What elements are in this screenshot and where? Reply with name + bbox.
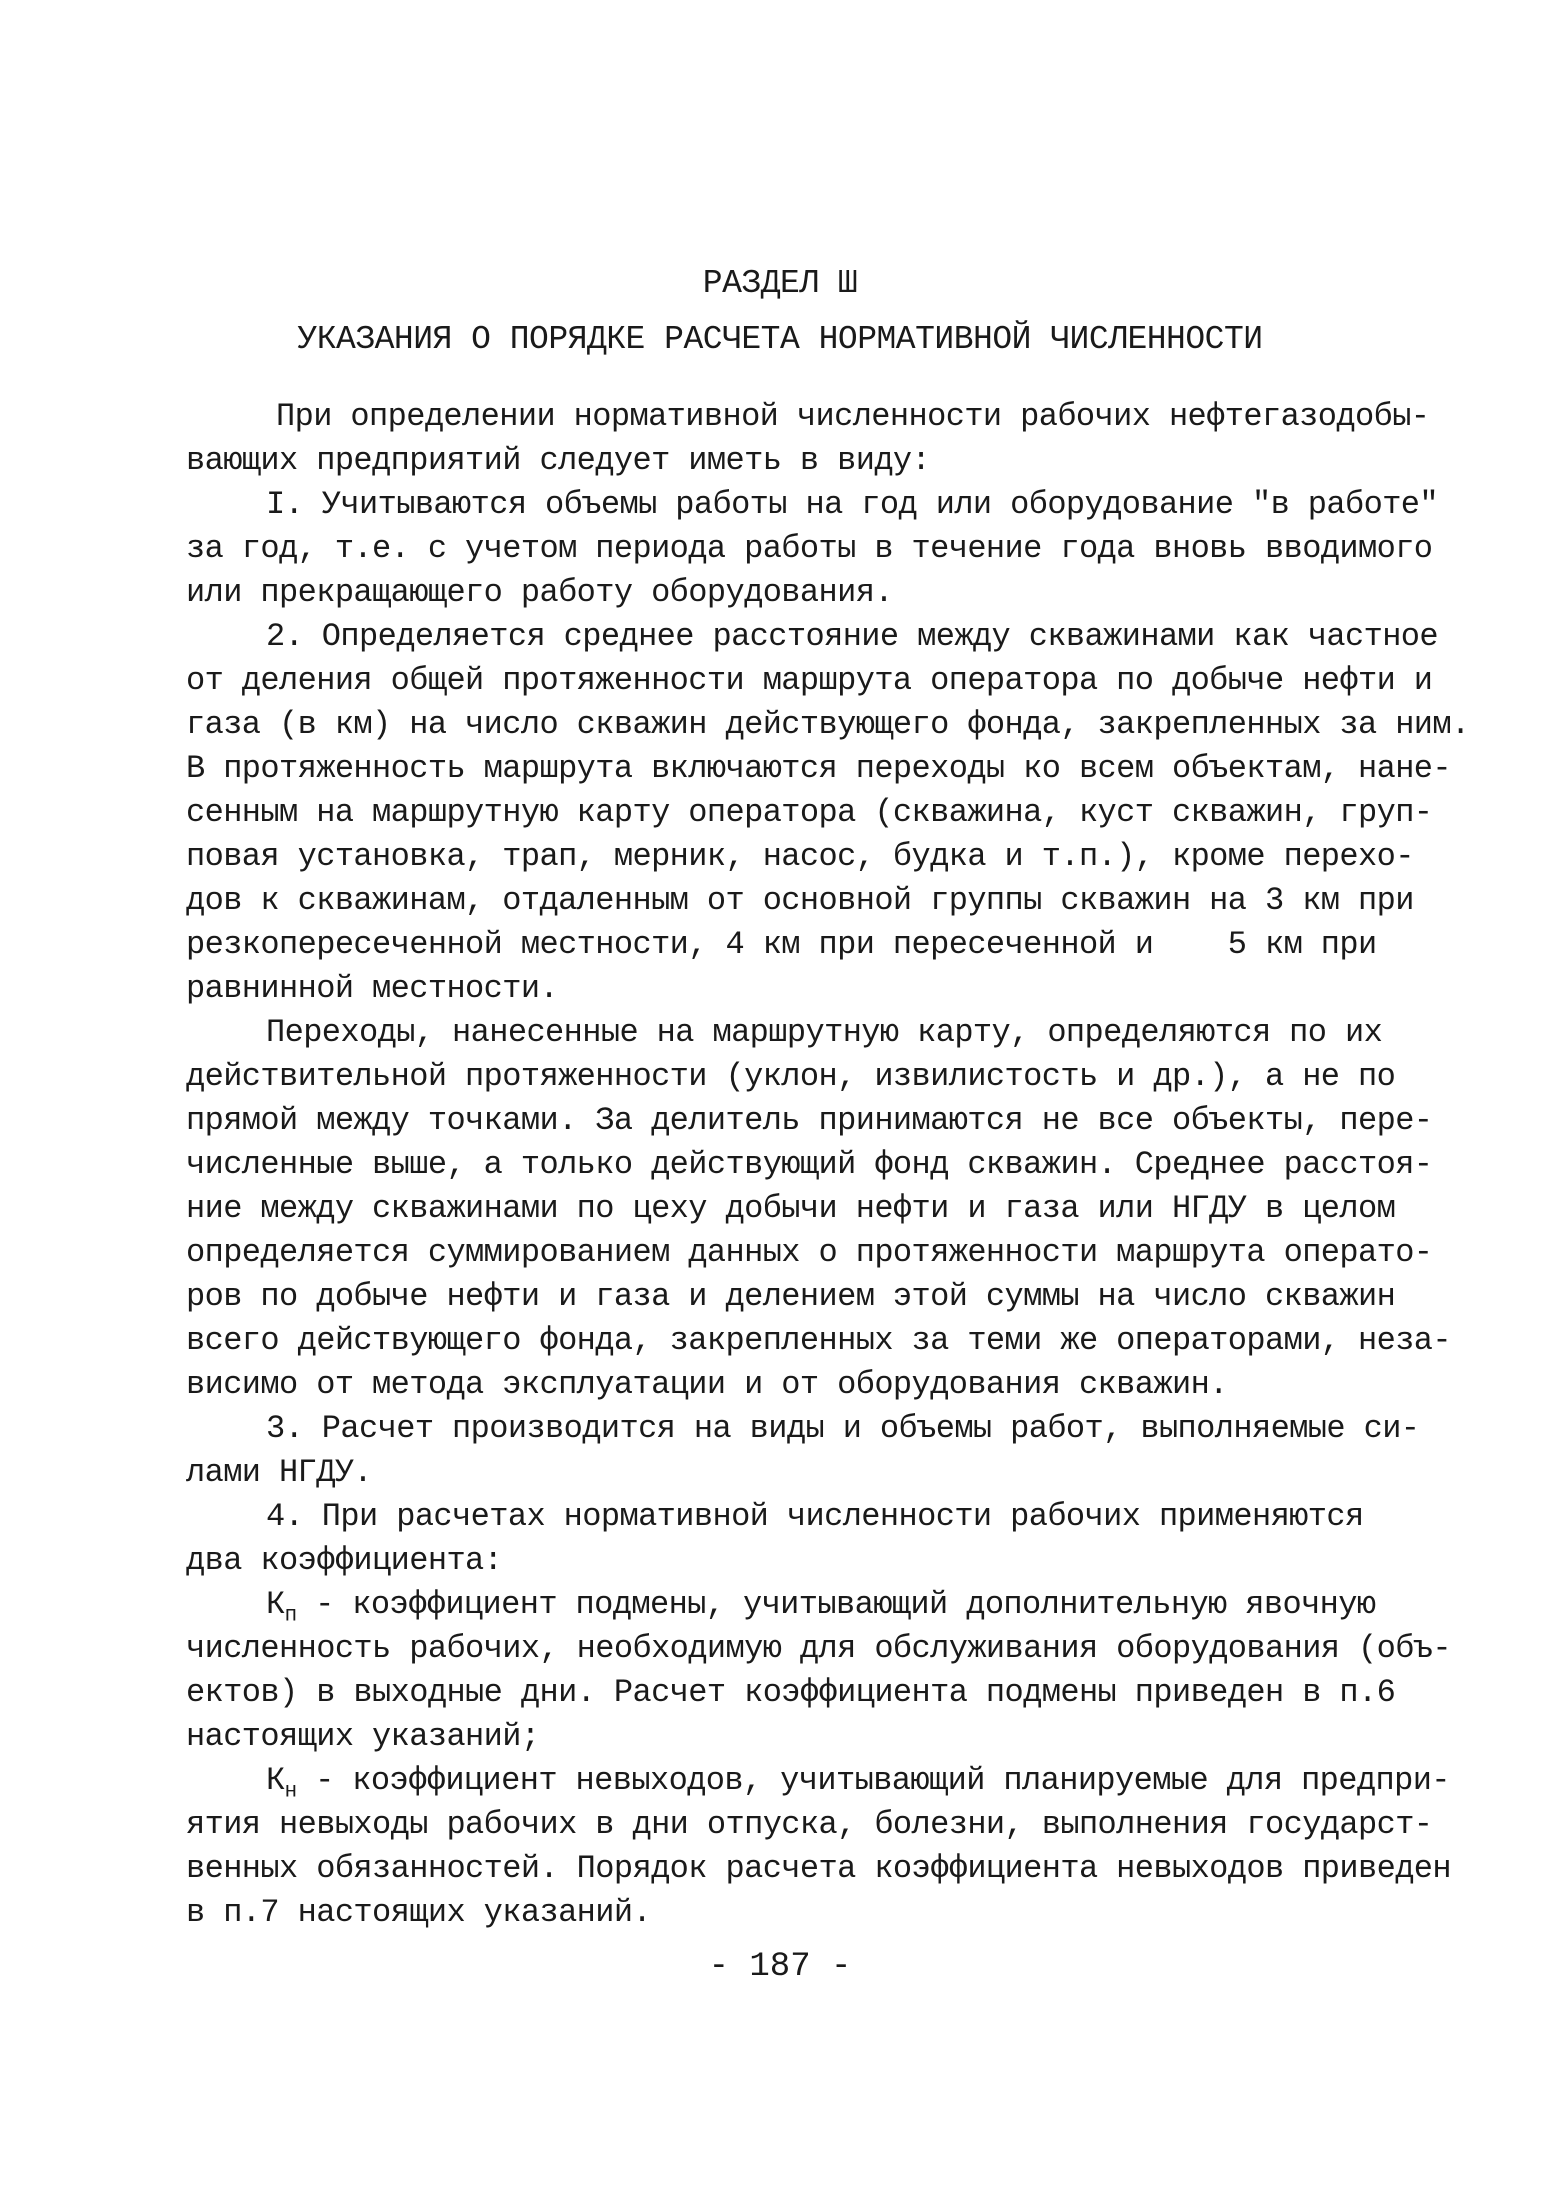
- text-line: [186, 1319, 1452, 1363]
- text-line: [186, 1099, 1433, 1143]
- text-line: [186, 1055, 1426, 1099]
- text-line: [186, 1847, 1452, 1891]
- text-line: [186, 1495, 1426, 1539]
- text-line: [186, 659, 1433, 703]
- line-text: дов к скважинам, отдаленным от основной группы скважин на 3 км при: [186, 882, 1414, 919]
- coefficient-subscript: п: [284, 1604, 297, 1628]
- text-line: [186, 1583, 1426, 1627]
- text-line: [186, 1363, 1426, 1407]
- coefficient-symbol: К: [266, 1762, 285, 1799]
- text-line: [186, 923, 1426, 967]
- section-title: РАЗДЕЛ Ш: [702, 265, 858, 302]
- line-text: всего действующего фонда, закрепленных за теми же операторами, неза-: [186, 1322, 1452, 1359]
- text-line: [186, 835, 1426, 879]
- line-text: численность рабочих, необходимую для обслуживания оборудования (объ-: [186, 1630, 1452, 1667]
- line-text: I. Учитываются объемы работы на год или оборудование "в работе": [266, 486, 1438, 523]
- line-text: действительной протяженности (уклон, извилистость и др.), а не по: [186, 1058, 1396, 1095]
- text-line: [186, 747, 1452, 791]
- text-line: [186, 791, 1433, 835]
- text-line: [186, 1275, 1426, 1319]
- line-text: ектов) в выходные дни. Расчет коэффициента подмены приведен в п.6: [186, 1674, 1396, 1711]
- line-text: - коэффициент невыходов, учитывающий планируемые для предпри-: [296, 1762, 1450, 1799]
- line-text: Переходы, нанесенные на маршрутную карту, определяются по их: [266, 1014, 1383, 1051]
- text-line: [186, 1759, 1450, 1804]
- text-line: [186, 483, 1438, 527]
- line-text: ятия невыходы рабочих в дни отпуска, болезни, выполнения государст-: [186, 1806, 1433, 1843]
- line-text: вающих предприятий следует иметь в виду:: [186, 442, 931, 479]
- text-line: [186, 1671, 1426, 1715]
- text-line: [186, 1187, 1426, 1231]
- coefficient-subscript: н: [284, 1780, 297, 1804]
- line-text: или прекращающего работу оборудования.: [186, 574, 893, 611]
- text-line: [186, 879, 1426, 923]
- line-text: венных обязанностей. Порядок расчета коэффициента невыходов приведен: [186, 1850, 1452, 1887]
- text-line: [186, 395, 1430, 439]
- line-text: в п.7 настоящих указаний.: [186, 1894, 652, 1931]
- body-text: [186, 395, 1470, 1935]
- text-line: [186, 1627, 1452, 1671]
- text-line: [186, 571, 1426, 615]
- text-line: [186, 1407, 1426, 1451]
- line-text: повая установка, трап, мерник, насос, будка и т.п.), кроме перехо-: [186, 838, 1414, 875]
- text-line: [186, 1143, 1433, 1187]
- line-text: равнинной местности.: [186, 970, 559, 1007]
- text-line: [186, 439, 1426, 483]
- text-line: [186, 703, 1470, 747]
- line-text: висимо от метода эксплуатации и от оборудования скважин.: [186, 1366, 1228, 1403]
- line-text: В протяженность маршрута включаются переходы ко всем объектам, нане-: [186, 750, 1452, 787]
- text-line: [186, 1539, 1426, 1583]
- line-text: ров по добыче нефти и газа и делением этой суммы на число скважин: [186, 1278, 1396, 1315]
- line-text: настоящих указаний;: [186, 1718, 540, 1755]
- text-line: [186, 1891, 1426, 1935]
- line-text: лами НГДУ.: [186, 1454, 373, 1491]
- line-text: определяется суммированием данных о протяженности маршрута операто-: [186, 1234, 1433, 1271]
- line-text: от деления общей протяженности маршрута оператора по добыче нефти и: [186, 662, 1433, 699]
- text-line: [186, 1231, 1433, 1275]
- line-text: 2. Определяется среднее расстояние между скважинами как частное: [266, 618, 1438, 655]
- line-text: численные выше, а только действующий фонд скважин. Среднее расстоя-: [186, 1146, 1433, 1183]
- page-number: - 187 -: [708, 1948, 852, 1986]
- line-text: 4. При расчетах нормативной численности рабочих применяются: [266, 1498, 1364, 1535]
- text-line: [186, 1011, 1426, 1055]
- coefficient-symbol: К: [266, 1586, 285, 1623]
- text-line: [186, 527, 1433, 571]
- text-line: [186, 615, 1438, 659]
- text-line: [186, 967, 1426, 1011]
- line-text: газа (в км) на число скважин действующего фонда, закрепленных за ним.: [186, 706, 1470, 743]
- line-text: При определении нормативной численности рабочих нефтегазодобы-: [276, 398, 1430, 435]
- line-text: сенным на маршрутную карту оператора (скважина, куст скважин, груп-: [186, 794, 1433, 831]
- line-text: резкопересеченной местности, 4 км при пересеченной и 5 км при: [186, 926, 1377, 963]
- line-text: 3. Расчет производится на виды и объемы работ, выполняемые си-: [266, 1410, 1420, 1447]
- line-text: ние между скважинами по цеху добычи нефти и газа или НГДУ в целом: [186, 1190, 1396, 1227]
- line-text: за год, т.е. с учетом периода работы в течение года вновь вводимого: [186, 530, 1433, 567]
- section-subtitle: УКАЗАНИЯ О ПОРЯДКЕ РАСЧЕТА НОРМАТИВНОЙ ЧИСЛЕННОСТИ: [297, 321, 1263, 358]
- line-text: - коэффициент подмены, учитывающий дополнительную явочную: [296, 1586, 1376, 1623]
- line-text: два коэффициента:: [186, 1542, 503, 1579]
- text-line: [186, 1715, 1426, 1759]
- text-line: [186, 1803, 1433, 1847]
- text-line: [186, 1451, 1426, 1495]
- line-text: прямой между точками. За делитель принимаются не все объекты, пере-: [186, 1102, 1433, 1139]
